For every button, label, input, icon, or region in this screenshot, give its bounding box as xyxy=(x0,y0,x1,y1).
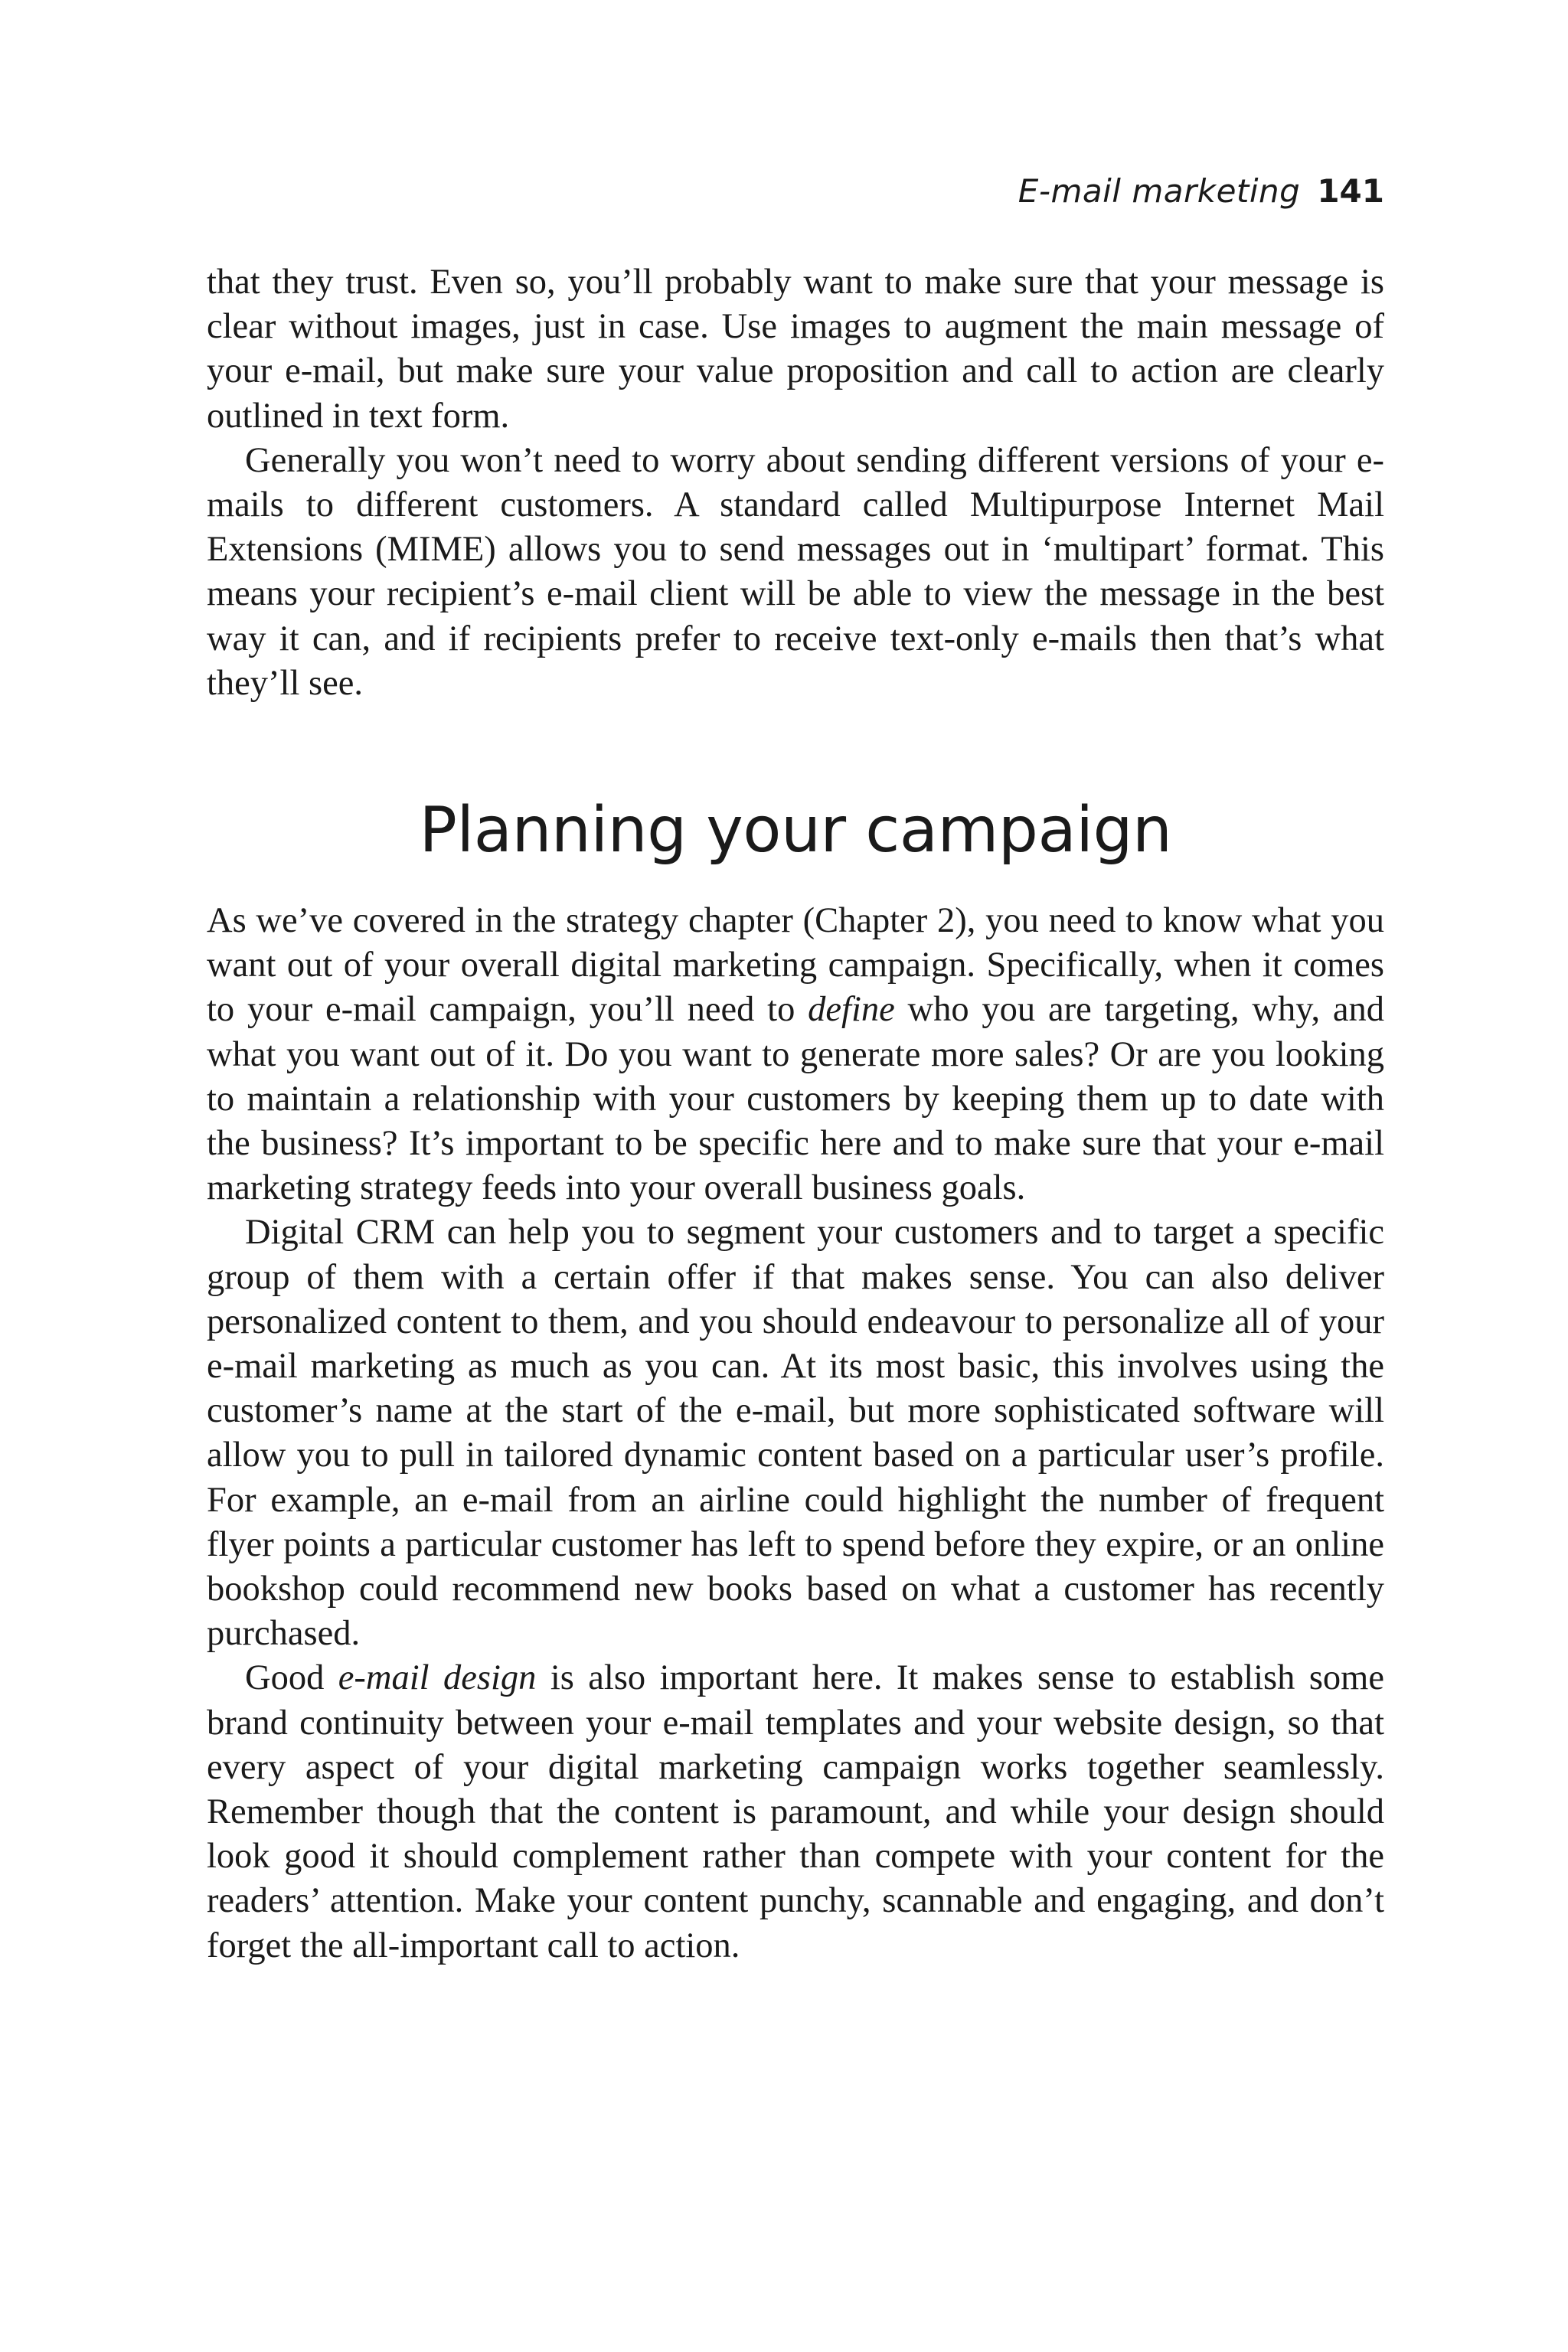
paragraph-strategy-part-2: who you are targeting, why, and what you want out of it. Do you want to generate more sales? Or are you looking to maintain a relationship with your customers by keeping them up to date with the business? It’s important to be specific here and to make sure that your e-mail marketing strategy feeds into your overall business goals. xyxy=(207,990,1384,1208)
paragraph-strategy xyxy=(207,899,1384,1210)
paragraph-design xyxy=(207,1656,1384,1968)
section-body xyxy=(207,899,1384,1968)
paragraph-design-part-1: Good xyxy=(245,1658,338,1698)
paragraph-mime: Generally you won’t need to worry about sending different versions of your e-mails to different customers. A standard called Multipurpose Internet Mail Extensions (MIME) allows you to send messages out in ‘multipart’ format. This means your recipient’s e-mail client will be able to view the message in the best way it can, and if recipients prefer to receive text-only e-mails then that’s what they’ll see. xyxy=(207,440,1384,703)
paragraph-crm: Digital CRM can help you to segment your customers and to target a specific group of them with a certain offer if that makes sense. You can also deliver personalized content to them, and you should endeavour to personalize all of your e-mail marketing as much as you can. At its most basic, this involves using the customer’s name at the start of the e-mail, but more sophisticated software will allow you to pull in tailored dynamic content based on a particular user’s profile. For example, an e-mail from an airline could highlight the number of frequent flyer points a particular customer has left to spend before they expire, or an online bookshop could recommend new books based on what a customer has recently purchased. xyxy=(207,1213,1384,1654)
emphasis-email-design: e-mail design xyxy=(338,1658,537,1698)
paragraph-continuation: that they trust. Even so, you’ll probably want to make sure that your message is clear without images, just in case. Use images to augment the main message of your e-mail, but make sure your value proposition and call to action are clearly outlined in text form. xyxy=(207,263,1384,436)
emphasis-define: define xyxy=(808,990,895,1030)
paragraph-strategy-part-1: As we’ve covered in the strategy chapter (Chapter 2), you need to know what you want out of your overall digital marketing campaign. Specifically, when it comes to your e-mail campaign, you’ll need to xyxy=(207,901,1384,1030)
paragraph-design-part-2: is also important here. It makes sense to establish some brand continuity between your e-mail templates and your website design, so that every aspect of your digital marketing campaign works together seamlessly. Remember though that the content is paramount, and while your design should look good it should complement rather than compete with your content for the readers’ attention. Make your content punchy, scannable and engaging, and don’t forget the all-important call to action. xyxy=(207,1658,1384,1965)
intro-text xyxy=(207,260,1384,706)
running-header xyxy=(207,170,1384,213)
running-header-title: E-mail marketing xyxy=(1018,172,1301,210)
page-number: 141 xyxy=(1317,172,1384,210)
section-heading: Planning your campaign xyxy=(419,794,1172,867)
